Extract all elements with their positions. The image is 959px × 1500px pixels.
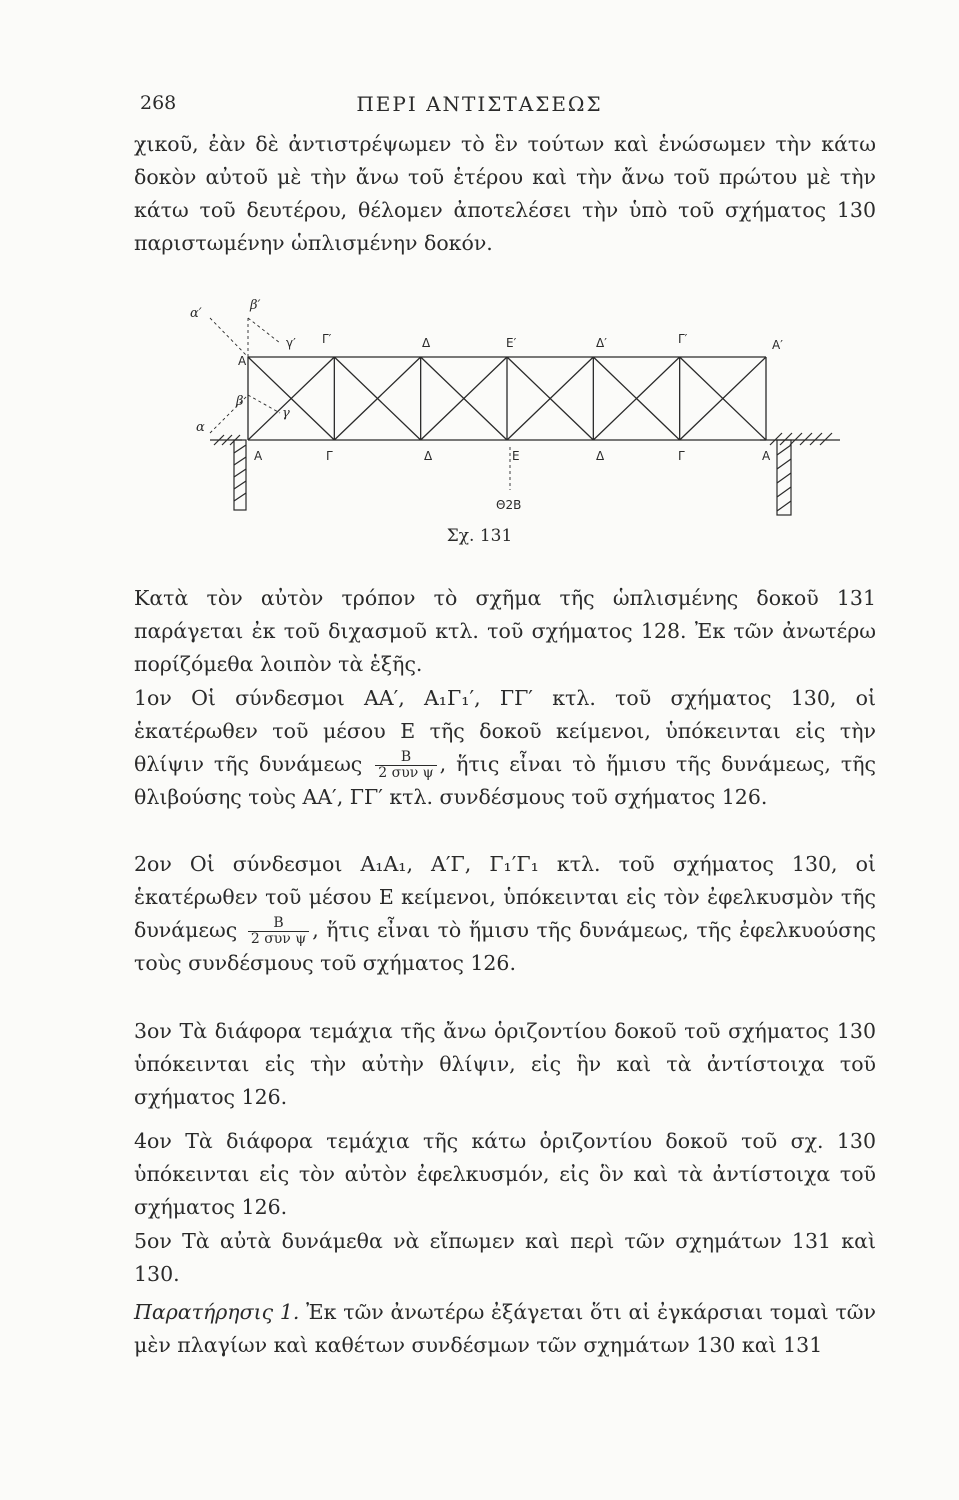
- top-label-5: Γ′: [678, 332, 688, 346]
- fraction-denominator: 2 συν ψ: [248, 931, 309, 947]
- bottom-label-6: Α: [762, 449, 771, 463]
- label-beta: β: [236, 394, 244, 409]
- running-title: ΠΕΡΙ ΑΝΤΙΣΤΑΣΕΩΣ: [356, 92, 603, 116]
- fraction-b-over-2cos: [375, 750, 436, 781]
- bottom-label-1: Γ: [326, 449, 333, 463]
- remark-text: Ἐκ τῶν ἀνωτέρω ἐξάγεται ὅτι αἱ ἐγκάρσιαι τομαὶ τῶν μὲν πλαγίων καὶ καθέτων συνδέσμων τῶν σχημάτων 130 καὶ 131: [134, 1300, 876, 1357]
- construction-lines: [210, 318, 510, 490]
- left-wall: [210, 435, 246, 510]
- top-label-1: Γ′: [322, 332, 332, 346]
- label-beta-prime: β′: [250, 298, 261, 313]
- figure-labels: [190, 298, 783, 512]
- label-alpha-prime: α′: [190, 306, 202, 321]
- figure-caption: Σχ. 131: [446, 526, 513, 546]
- fraction-b-over-2cos: [248, 916, 309, 947]
- label-alpha: α: [196, 420, 205, 435]
- paragraph-6: 5ον Τὰ αὐτὰ δυνάμεθα νὰ εἴπωμεν καὶ περὶ τῶν σχημάτων 131 καὶ 130.: [134, 1229, 876, 1286]
- bottom-label-4: Δ: [596, 449, 605, 463]
- paragraph-3-end: , ἥτις εἶναι τὸ ἥμισυ τῆς δυνάμεως, τῆς ἐφελκυούσης τοὺς συνδέσμους τοῦ σχήματος 126.: [134, 918, 876, 975]
- paragraph-3: [134, 848, 876, 980]
- paragraph-5: 4ον Τὰ διάφορα τεμάχια τῆς κάτω ὁριζοντίου δοκοῦ τοῦ σχ. 130 ὑπόκεινται εἰς τὸν αὐτὸν ἐφελκυσμόν, εἰς ὃν καὶ τὰ ἀντίστοιχα τοῦ σχήματος 126.: [134, 1129, 876, 1219]
- fraction-numerator: Β: [400, 749, 412, 765]
- label-gamma-prime: γ′: [286, 336, 296, 350]
- paragraph-7: [134, 1296, 876, 1362]
- top-label-2: Δ: [422, 336, 431, 350]
- paragraph-2: [134, 682, 876, 814]
- fraction-numerator: Β: [273, 915, 284, 931]
- label-gamma: γ: [282, 406, 290, 421]
- truss-figure: [170, 295, 870, 520]
- page-number: 268: [140, 92, 177, 114]
- label-A-left: Α: [238, 354, 247, 368]
- remark-label: Παρατήρησις 1.: [134, 1300, 300, 1324]
- right-wall: [760, 433, 840, 515]
- paragraph-3-start: 2ον Οἱ σύνδεσμοι Α₁Α₁, Α′Γ, Γ₁′Γ₁ κτλ. τοῦ σχήματος 130, οἱ ἑκατέρωθεν τοῦ μέσου Ε κείμενοι, ὑπόκεινται εἰς τὸν ἐφελκυσμὸν τῆς δυνάμεως: [134, 852, 876, 942]
- bottom-label-5: Γ: [678, 449, 685, 463]
- bottom-label-3: Ε: [512, 449, 520, 463]
- paragraph-4: 3ον Τὰ διάφορα τεμάχια τῆς ἄνω ὁριζοντίου δοκοῦ τοῦ σχήματος 130 ὑπόκεινται εἰς τὴν αὐτὴν θλίψιν, εἰς ἣν καὶ τὰ ἀντίστοιχα τοῦ σχήματος 126.: [134, 1019, 876, 1109]
- bottom-label-0: Α: [254, 449, 263, 463]
- paragraph-1: Κατὰ τὸν αὐτὸν τρόπον τὸ σχῆμα τῆς ὡπλισμένης δοκοῦ 131 παράγεται ἐκ τοῦ διχασμοῦ κτλ. τοῦ σχήματος 128. Ἐκ τῶν ἀνωτέρω πορίζόμεθα λοιπὸν τὰ ἑξῆς.: [134, 586, 876, 676]
- intro-paragraph: χικοῦ, ἐὰν δὲ ἀντιστρέψωμεν τὸ ἓν τούτων καὶ ἑνώσωμεν τὴν κάτω δοκὸν αὐτοῦ μὲ τὴν ἄνω τοῦ ἑτέρου καὶ τὴν ἄνω τοῦ πρώτου μὲ τὴν κάτω τοῦ δευτέρου, θέλομεν ἀποτελέσει τὴν ὑπὸ τοῦ σχήματος 130 παριστωμένην ὡπλισμένην δοκόν.: [134, 132, 876, 255]
- top-label-3: Ε′: [506, 336, 517, 350]
- fraction-denominator: 2 συν ψ: [375, 765, 436, 781]
- top-label-4: Δ′: [596, 336, 607, 350]
- load-label: Θ2Β: [496, 498, 522, 512]
- page-header: [0, 92, 959, 122]
- truss-members: [248, 357, 766, 440]
- bottom-label-2: Δ: [424, 449, 433, 463]
- top-label-6: Α′: [772, 338, 783, 352]
- paragraph-2-start: 1ον Οἱ σύνδεσμοι ΑΑ′, Α₁Γ₁′, ΓΓ′ κτλ. τοῦ σχήματος 130, οἱ ἑκατέρωθεν τοῦ μέσου Ε τῆς δοκοῦ κείμενοι, ὑπόκεινται εἰς τὴν θλίψιν τῆς δυνάμεως: [134, 686, 876, 776]
- paragraph-2-end: , ἥτις εἶναι τὸ ἥμισυ τῆς δυνάμεως, τῆς θλιβούσης τοὺς ΑΑ′, ΓΓ′ κτλ. συνδέσμους τοῦ σχήματος 126.: [134, 752, 876, 809]
